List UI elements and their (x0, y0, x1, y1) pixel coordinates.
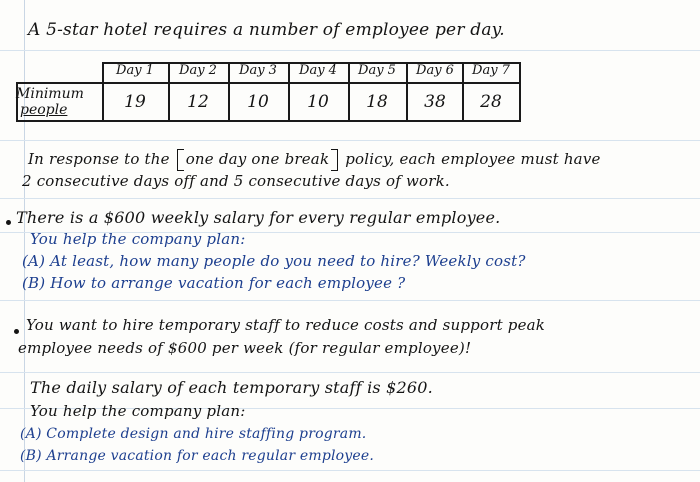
left-bracket (177, 149, 184, 171)
table-cell-value: 18 (366, 92, 388, 112)
part2-question-a: (A) Complete design and hire staffing program. (20, 426, 367, 442)
table-cell-value: 12 (187, 92, 209, 112)
table-cell-value: 19 (124, 92, 146, 112)
bullet-point (6, 220, 11, 225)
policy-line-1 (28, 150, 601, 168)
policy-prefix: In response to the (28, 150, 170, 168)
table-header-day: Day 5 (358, 63, 396, 78)
part2-question-b: (B) Arrange vacation for each regular employee. (20, 448, 375, 464)
table-cell-value: 10 (307, 92, 329, 112)
policy-line-2: 2 consecutive days off and 5 consecutive days of work. (22, 172, 450, 190)
row-label-line2: people (20, 102, 68, 118)
ruled-line (0, 198, 700, 199)
ruled-line (0, 470, 700, 471)
part1-help: You help the company plan: (30, 230, 246, 248)
part2-statement-line1: You want to hire temporary staff to reduce costs and support peak (26, 316, 546, 334)
part1-statement: There is a $600 weekly salary for every regular employee. (16, 208, 501, 227)
table-bottom-border (16, 120, 521, 122)
row-label (16, 86, 84, 118)
table-cell-value: 28 (480, 92, 502, 112)
intro-text: A 5-star hotel requires a number of employee per day. (28, 20, 505, 40)
right-bracket (331, 149, 338, 171)
bullet-point (14, 329, 19, 334)
table-header-day: Day 4 (299, 63, 337, 78)
ruled-line (0, 372, 700, 373)
staffing-table (16, 62, 521, 122)
part2-daily-salary: The daily salary of each temporary staff is $260. (30, 378, 433, 397)
part1-question-b: (B) How to arrange vacation for each employee ? (22, 274, 406, 292)
table-col-divider (102, 62, 104, 121)
ruled-line (0, 140, 700, 141)
ruled-line (0, 50, 700, 51)
part2-help: You help the company plan: (30, 402, 246, 420)
table-cell-value: 10 (247, 92, 269, 112)
policy-bracket-text: one day one break (185, 150, 330, 168)
policy-bracket-group (177, 150, 339, 168)
policy-suffix: policy, each employee must have (345, 150, 601, 168)
row-label-line1: Minimum (16, 86, 84, 102)
table-header-day: Day 3 (239, 63, 277, 78)
table-header-day: Day 1 (116, 63, 154, 78)
table-header-day: Day 6 (416, 63, 454, 78)
part1-question-a: (A) At least, how many people do you need to hire? Weekly cost? (22, 252, 526, 270)
table-header-day: Day 7 (472, 63, 510, 78)
table-cell-value: 38 (424, 92, 446, 112)
part2-statement-line2: employee needs of $600 per week (for regular employee)! (18, 339, 472, 357)
ruled-line (0, 300, 700, 301)
table-header-day: Day 2 (179, 63, 217, 78)
table-header-divider (16, 82, 521, 84)
